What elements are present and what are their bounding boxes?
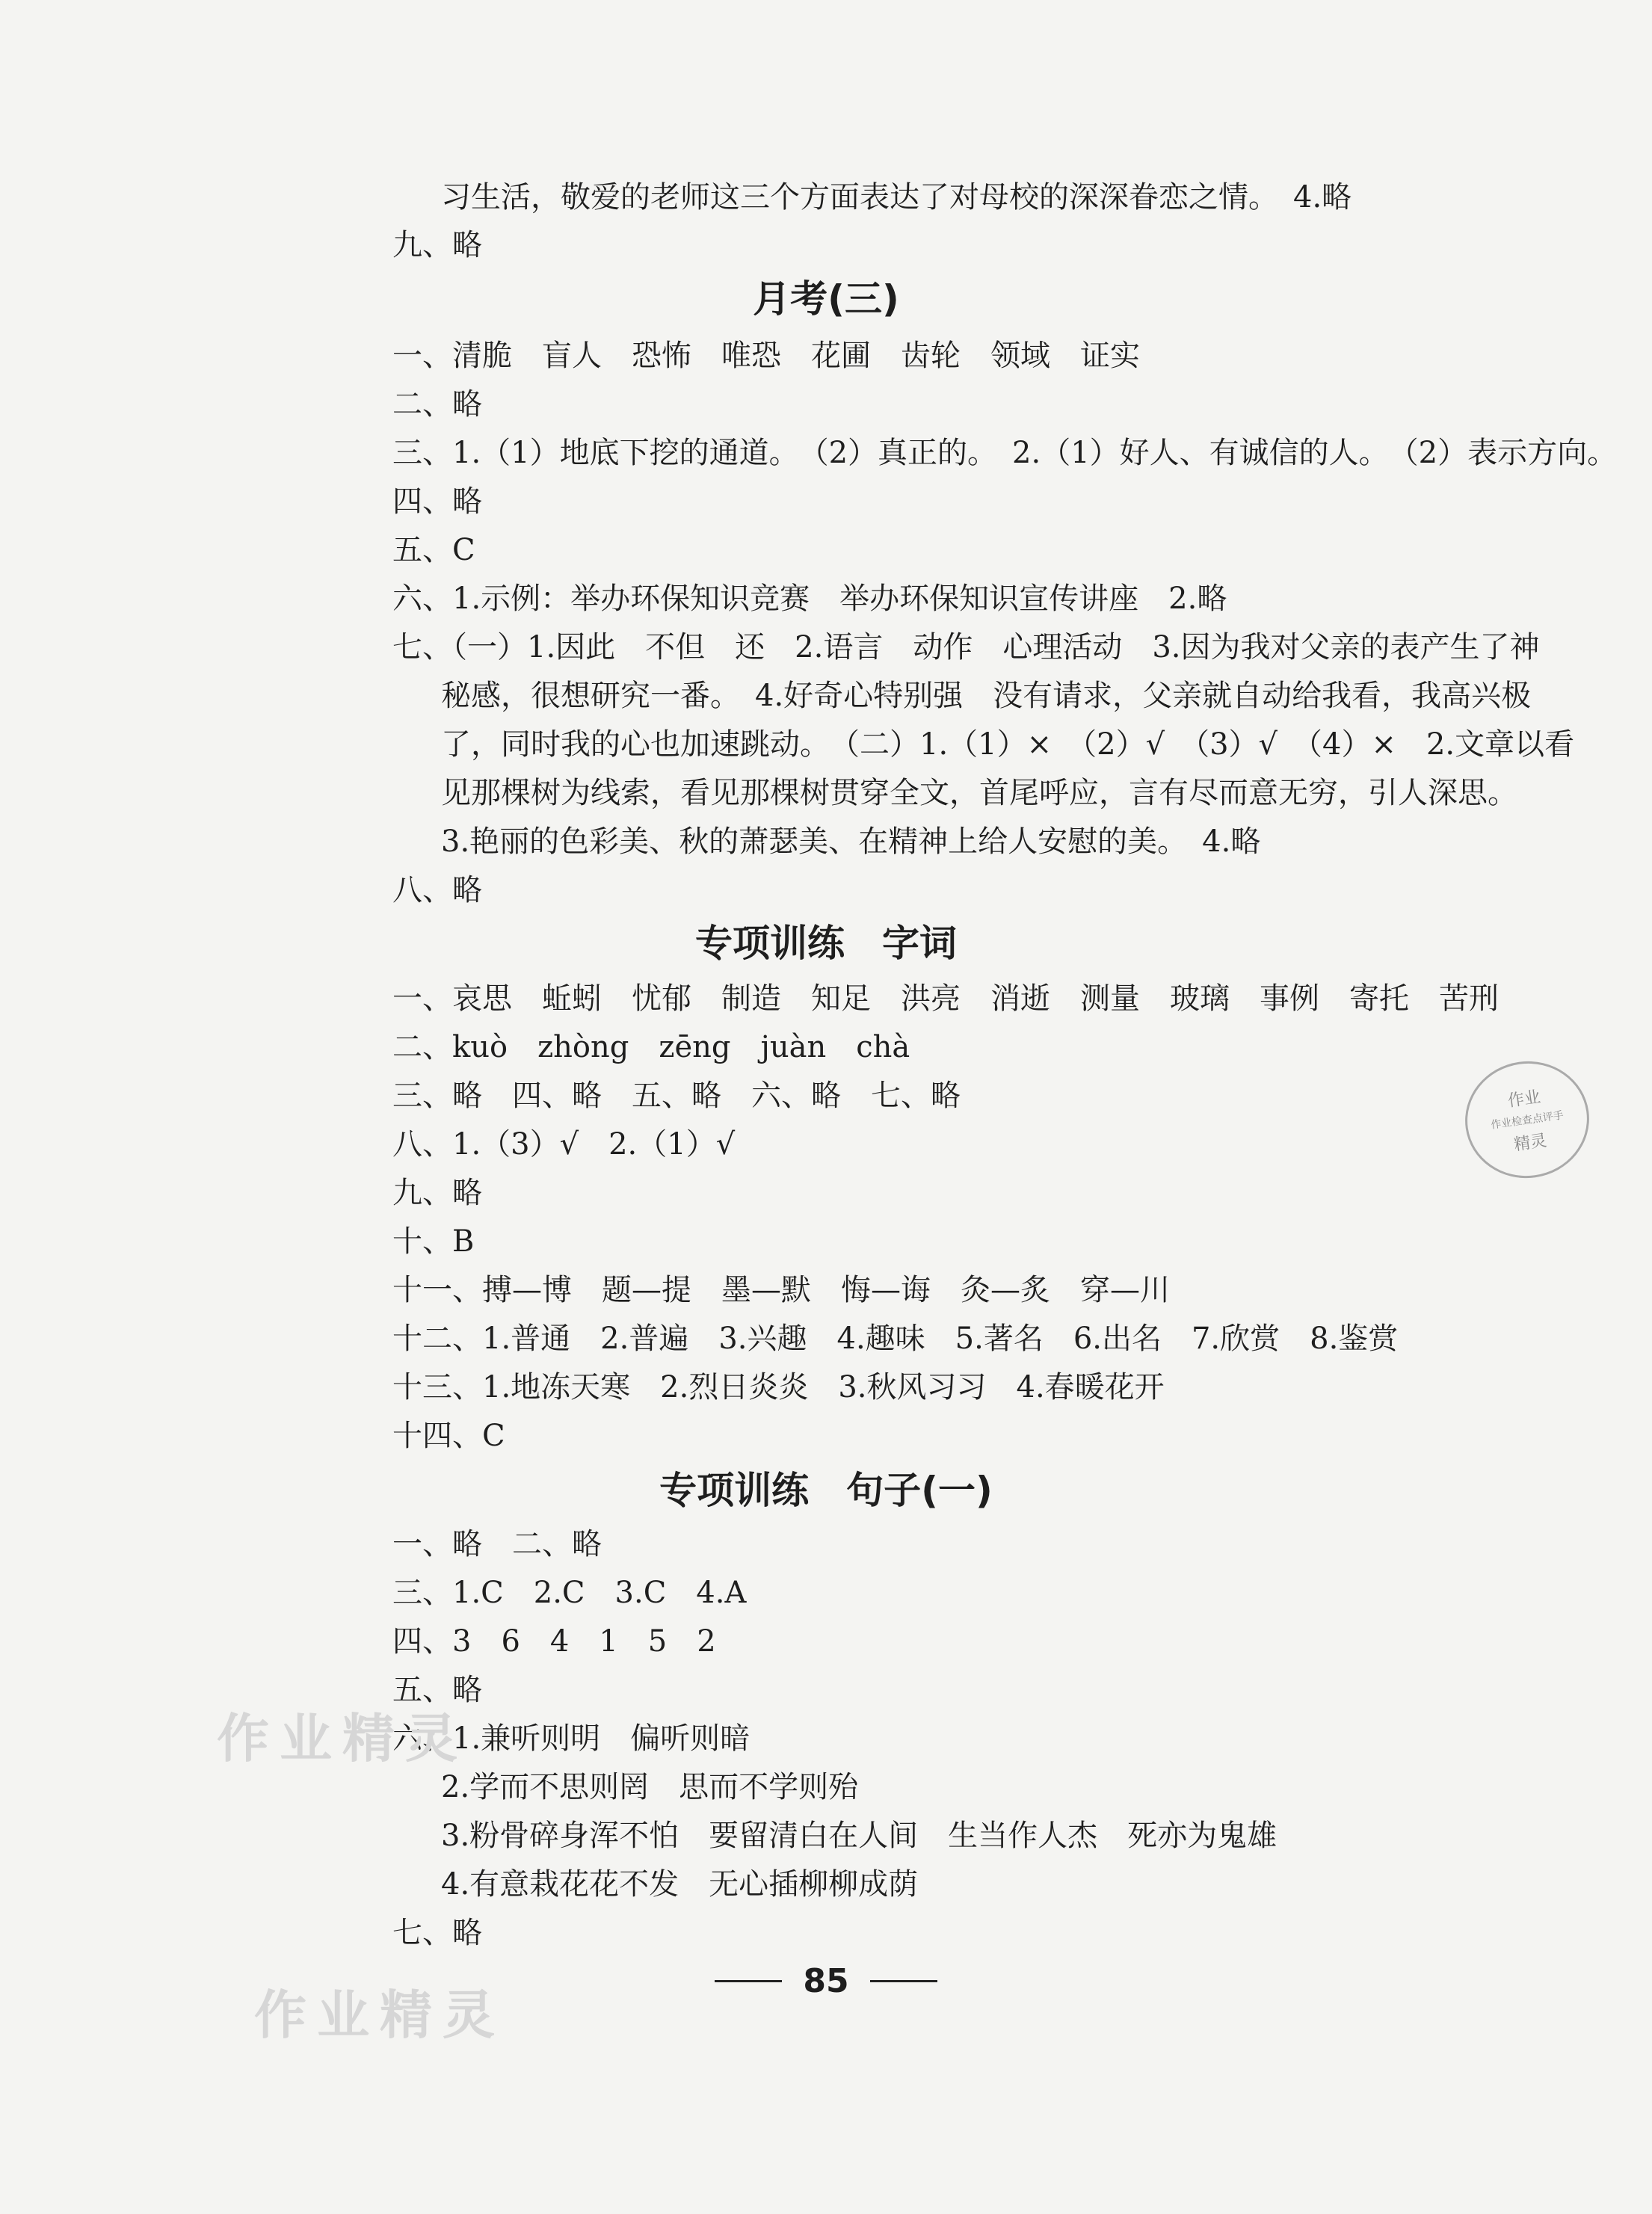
stamp-top: 作业 xyxy=(1506,1088,1542,1111)
text-line: 十二、1.普通 2.普遍 3.兴趣 4.趣味 5.著名 6.出名 7.欣赏 8.鉴赏 xyxy=(392,1322,1399,1356)
section-heading: 月考(三) xyxy=(753,277,899,321)
rule-left xyxy=(715,1980,782,1982)
section-heading: 专项训练 字词 xyxy=(695,922,957,965)
text-line: 一、清脆 盲人 恐怖 唯恐 花圃 齿轮 领域 证实 xyxy=(392,339,1140,373)
text-line: 4.有意栽花花不发 无心插柳柳成荫 xyxy=(441,1867,919,1902)
text-line: 习生活，敬爱的老师这三个方面表达了对母校的深深眷恋之情。 4.略 xyxy=(441,180,1352,215)
text-line: 四、略 xyxy=(392,484,482,519)
text-line: 三、1.（1）地底下挖的通道。 （2）真正的。 2.（1）好人、有诚信的人。 （2）表示方向。 xyxy=(392,436,1618,470)
text-line: 八、1.（3）√ 2.（1）√ xyxy=(392,1127,736,1162)
stamp-logo xyxy=(1458,1053,1597,1186)
watermark: 作业精灵 xyxy=(217,1708,468,1769)
text-line: 十四、C xyxy=(392,1419,505,1453)
stamp-middle: 作业检查点评手 xyxy=(1490,1109,1565,1132)
text-line: 秘感，很想研究一番。 4.好奇心特别强 没有请求，父亲就自动给我看，我高兴极 xyxy=(441,679,1532,713)
text-line: 三、1.C 2.C 3.C 4.A xyxy=(392,1576,747,1610)
text-line: 九、略 xyxy=(392,1176,482,1210)
stamp-bottom: 精灵 xyxy=(1512,1131,1548,1155)
text-line: 七、略 xyxy=(392,1916,482,1950)
text-line: 九、略 xyxy=(392,228,482,262)
text-line: 3.艳丽的色彩美、秋的萧瑟美、在精神上给人安慰的美。 4.略 xyxy=(441,824,1261,859)
text-line: 五、略 xyxy=(392,1673,482,1707)
text-line: 五、C xyxy=(392,533,475,567)
page-number-text: 85 xyxy=(803,1962,849,2000)
text-line: 四、3 6 4 1 5 2 xyxy=(392,1624,716,1659)
text-line: 六、1.兼听则明 偏听则暗 xyxy=(392,1721,751,1756)
page-number xyxy=(0,1962,1652,2000)
text-line: 十三、1.地冻天寒 2.烈日炎炎 3.秋风习习 4.春暖花开 xyxy=(392,1370,1165,1404)
text-line: 三、略 四、略 五、略 六、略 七、略 xyxy=(392,1079,961,1113)
text-line: 2.学而不思则罔 思而不学则殆 xyxy=(441,1770,859,1804)
watermark: 作业精灵 xyxy=(254,1985,505,2046)
text-line: 十一、搏—博 题—提 墨—默 悔—诲 灸—炙 穿—川 xyxy=(392,1273,1170,1307)
section-heading: 专项训练 句子(一) xyxy=(659,1469,993,1512)
text-line: 3.粉骨碎身浑不怕 要留清白在人间 生当作人杰 死亦为鬼雄 xyxy=(441,1819,1277,1853)
text-line: 八、略 xyxy=(392,873,482,907)
rule-right xyxy=(870,1980,937,1982)
text-line: 一、哀思 蚯蚓 忧郁 制造 知足 洪亮 消逝 测量 玻璃 事例 寄托 苦刑 xyxy=(392,981,1499,1016)
text-line: 十、B xyxy=(392,1224,475,1259)
text-line: 二、略 xyxy=(392,387,482,422)
text-line: 了，同时我的心也加速跳动。 （二）1.（1）× （2）√ （3）√ （4）× 2.文章以看 xyxy=(441,727,1575,762)
text-line: 六、1.示例：举办环保知识竞赛 举办环保知识宣传讲座 2.略 xyxy=(392,582,1227,616)
text-line: 七、（一）1.因此 不但 还 2.语言 动作 心理活动 3.因为我对父亲的表产生了神 xyxy=(392,630,1540,664)
text-line: 见那棵树为线索，看见那棵树贯穿全文，首尾呼应，言有尽而意无穷，引人深思。 xyxy=(441,776,1517,810)
text-line: 二、kuò zhòng zēng juàn chà xyxy=(392,1030,910,1064)
text-line: 一、略 二、略 xyxy=(392,1527,602,1561)
